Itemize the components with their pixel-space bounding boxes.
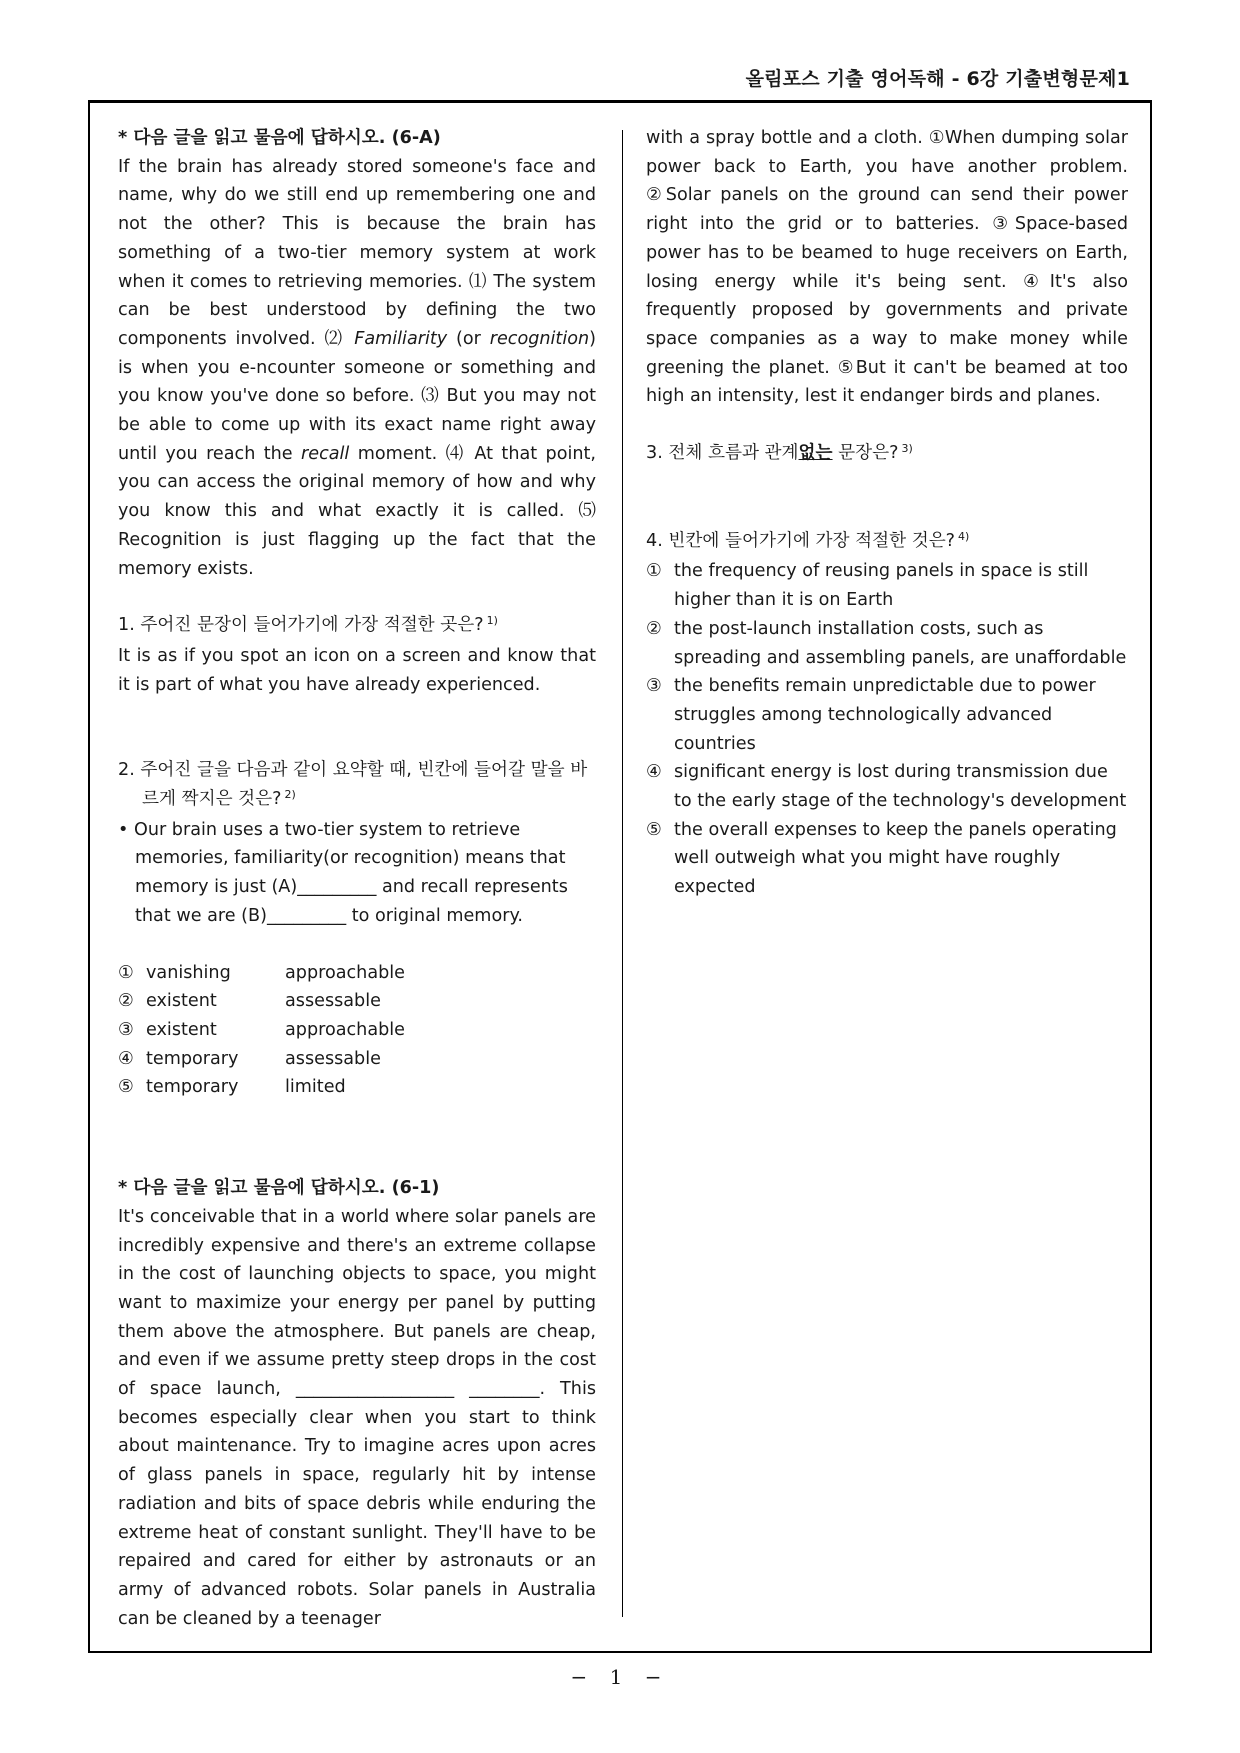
- question-2: [118, 756, 596, 815]
- option-item[interactable]: [646, 758, 1128, 815]
- question-2-options: [118, 959, 405, 1103]
- option-number: ①: [118, 962, 134, 983]
- passage-text: (or: [447, 328, 490, 349]
- option-b: assessable: [285, 991, 381, 1012]
- passage-6-1: It's conceivable that in a world where solar panels are incredibly expensive and there's an extreme collapse in the cost of launching objects to space, you might want to maximize your energy per panel by putting them above the atmosphere. But panels are cheap, and even if we assume pretty steep drops in the cost of space launch, __________________ ________. This becomes especially clear when you start to think about maintenance. Try to imagine acres upon acres of glass panels in space, regularly hit by intense radiation and bits of space debris while enduring the extreme heat of constant sunlight. They'll have to be repaired and cared for either by astronauts or an army of advanced robots. Solar panels in Australia can be cleaned by a teenager: [118, 1206, 596, 1629]
- question-4: [646, 527, 1128, 558]
- option-b: limited: [285, 1077, 346, 1098]
- page-header-title: 올림포스 기출 영어독해 - 6강 기출변형문제1: [745, 68, 1130, 90]
- option-a: temporary: [146, 1077, 239, 1098]
- passage-text: If the brain has already stored someone's face and name, why do we still end up remembering one and not the other? This is because the brain has something of a two-tier memory system at work when it comes to retrieving memories. ⑴ The system can be best understood by defining the two components involved. ⑵: [118, 156, 596, 349]
- section-heading-6a: * 다음 글을 읽고 물음에 답하시오. (6-A): [118, 128, 441, 148]
- option-text: significant energy is lost during transmission due to the early stage of the technology's development: [674, 762, 1127, 812]
- option-number: ③: [646, 676, 662, 697]
- option-b: assessable: [285, 1048, 381, 1069]
- footnote-ref: 1): [486, 614, 498, 628]
- option-item[interactable]: [646, 557, 1128, 614]
- option-number: ①: [646, 561, 662, 582]
- option-row[interactable]: [118, 987, 405, 1016]
- passage-term-familiarity: Familiarity: [354, 328, 448, 349]
- passage-6a: [118, 153, 596, 584]
- question-1: [118, 611, 596, 642]
- option-number: ④: [646, 762, 662, 783]
- option-text: the overall expenses to keep the panels operating well outweigh what you might have roughly expected: [674, 819, 1117, 898]
- option-item[interactable]: [646, 615, 1128, 672]
- option-a: existent: [146, 1019, 217, 1040]
- question-3-text: 3. 전체 흐름과 관계: [646, 443, 799, 464]
- footnote-ref: 3): [901, 442, 913, 456]
- page-number: − 1 −: [570, 1665, 670, 1689]
- footnote-ref: 4): [958, 529, 970, 543]
- passage-text: moment. ⑷ At that point, you can access the original memory of how and why you know this and what exactly it is called. ⑸ Recognition is just flagging up the fact that the memory exists.: [118, 443, 596, 579]
- option-number: ⑤: [646, 819, 662, 840]
- question-2-summary: • Our brain uses a two-tier system to retrieve memories, familiarity(or recognition) means that memory is just (A)_________ and recall represents that we are (B)_________ to original memory.: [118, 819, 568, 926]
- footnote-ref: 2): [284, 788, 296, 802]
- option-a: temporary: [146, 1048, 239, 1069]
- option-row[interactable]: [118, 1073, 405, 1102]
- question-3-text: 문장은?: [832, 443, 899, 464]
- option-number: ②: [118, 991, 134, 1012]
- option-text: the benefits remain unpredictable due to power struggles among technologically advanced countries: [674, 676, 1096, 754]
- question-1-text: 1. 주어진 문장이 들어가기에 가장 적절한 곳은?: [118, 615, 484, 636]
- question-1-given-sentence: It is as if you spot an icon on a screen and know that it is part of what you have already experienced.: [118, 645, 596, 695]
- option-number: ⑤: [118, 1077, 134, 1098]
- option-item[interactable]: [646, 816, 1128, 902]
- question-3-emphasis: 없는: [798, 443, 833, 464]
- option-a: vanishing: [146, 962, 231, 983]
- option-text: the post-launch installation costs, such as spreading and assembling panels, are unaffordable: [674, 618, 1127, 668]
- question-4-options: [646, 557, 1128, 901]
- question-4-text: 4. 빈칸에 들어가기에 가장 적절한 것은?: [646, 530, 956, 551]
- passage-term-recall: recall: [301, 443, 350, 464]
- left-column: [118, 124, 596, 1633]
- option-row[interactable]: [118, 1045, 405, 1074]
- passage-term-recognition: recognition: [489, 328, 590, 349]
- option-b: approachable: [285, 962, 405, 983]
- passage-6-1-continued: with a spray bottle and a cloth. ①When dumping solar power back to Earth, you have another problem. ②Solar panels on the ground can send their power right into the grid or to batteries. ③Space-based power has to be beamed to huge receivers on Earth, losing energy while it's being sent. ④It's also frequently proposed by governments and private space companies as a way to make money while greening the planet. ⑤But it can't be beamed at too high an intensity, lest it endanger birds and planes.: [646, 128, 1128, 407]
- question-2-text: 2. 주어진 글을 다음과 같이 요약할 때, 빈칸에 들어갈 말을 바르게 짝지은 것은?: [118, 760, 588, 810]
- option-item[interactable]: [646, 672, 1128, 758]
- question-3: [646, 439, 1128, 470]
- option-number: ②: [646, 618, 662, 639]
- option-row[interactable]: [118, 1016, 405, 1045]
- column-divider: [622, 130, 623, 1617]
- option-number: ③: [118, 1019, 134, 1040]
- option-number: ④: [118, 1048, 134, 1069]
- option-text: the frequency of reusing panels in space is still higher than it is on Earth: [674, 561, 1089, 611]
- option-row[interactable]: [118, 959, 405, 988]
- passage-text: ) is when you e-ncounter someone or something and you know you've done so before. ⑶ But you may not be able to come up with its exact name right away until you reach the: [118, 328, 597, 464]
- option-b: approachable: [285, 1019, 405, 1040]
- option-a: existent: [146, 991, 217, 1012]
- right-column: [646, 124, 1128, 902]
- section-heading-6-1: * 다음 글을 읽고 물음에 답하시오. (6-1): [118, 1178, 440, 1199]
